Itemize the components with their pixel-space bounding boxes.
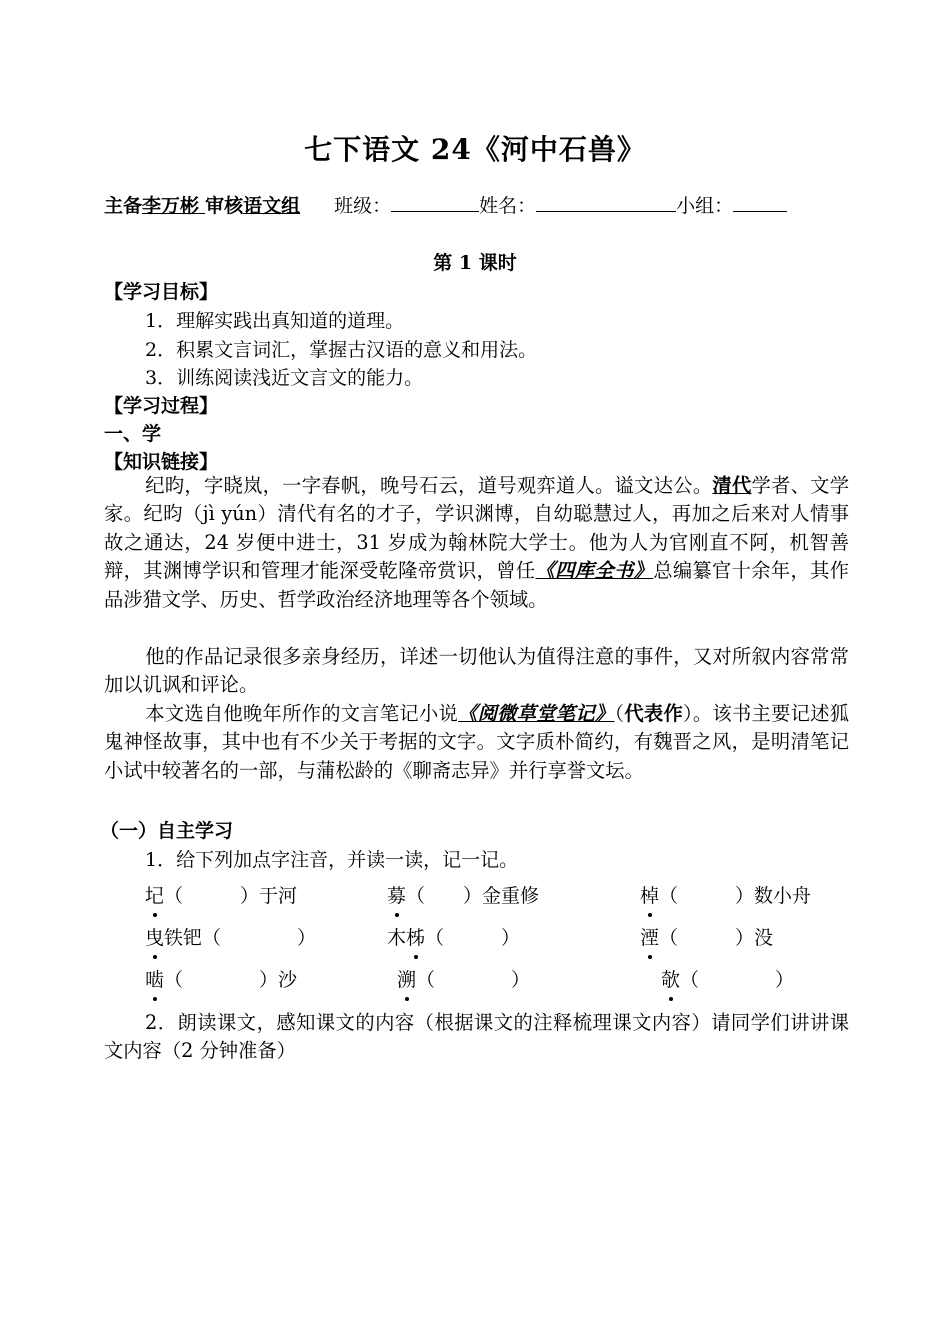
knowledge-paragraph-3: 本文选自他晚年所作的文言笔记小说《阅微草堂笔记》（代表作）。该书主要记述狐鬼神怪故事，其中也有不少关于考据的文字。文字质朴简约，有魏晋之风，是明清笔记小试中较著名的一部，与蒲松龄的《聊斋志异》并行享誉文坛。 <box>104 702 850 782</box>
pinyin-item[interactable]: 木柹（ ） <box>387 923 520 950</box>
self-study-heading: （一）自主学习 <box>100 820 234 842</box>
reviewer-name: 语文组 <box>243 195 301 217</box>
dotted-char: 募 <box>387 881 406 908</box>
pinyin-row <box>145 965 850 997</box>
question-1: 1．给下列加点字注音，并读一读，记一记。 <box>145 849 519 871</box>
dotted-char: 欹 <box>661 965 680 992</box>
group-label: 小组： <box>676 195 734 217</box>
header-meta <box>104 191 849 218</box>
pinyin-item[interactable]: 欹（ ） <box>661 965 794 992</box>
objective-item: 2．积累文言词汇，掌握古汉语的意义和用法。 <box>145 339 538 361</box>
siku-quanshu-term: 《四库全书》 <box>535 559 654 583</box>
knowledge-paragraph-2: 他的作品记录很多亲身经历，详述一切他认为值得注意的事件，又对所叙内容常常加以讥讽和评论。 <box>104 645 849 697</box>
pinyin-item[interactable]: 棹（ ）数小舟 <box>640 881 811 908</box>
yuewei-caotang-term: 《阅微草堂笔记》 <box>458 702 615 725</box>
group-field[interactable] <box>733 193 787 212</box>
representative-work-label: 代表作 <box>624 702 683 725</box>
author-prefix: 主备 <box>104 195 143 217</box>
dotted-char: 溯 <box>397 965 416 992</box>
pinyin-item[interactable]: 圮（ ）于河 <box>145 881 297 908</box>
dotted-char: 圮 <box>145 881 164 908</box>
name-field[interactable] <box>536 193 676 212</box>
page-title: 七下语文 24《河中石兽》 <box>304 133 646 166</box>
objective-item: 1．理解实践出真知道的道理。 <box>145 310 405 332</box>
knowledge-paragraph-1: 纪昀，字晓岚，一字春帆，晚号石云，道号观弈道人。谥文达公。清代学者、文学家。纪昀（jì yún）清代有名的才子，学识渊博，自幼聪慧过人，再加之后来对人情事故之通达，24 岁便中进士，31 岁成为翰林院大学士。他为人为官刚直不阿，机智善辩，其渊博学识和管理才能深受乾隆帝赏识，曾任《四库全书》总编纂官十余年，其作品涉猎文学、历史、哲学政治经济地理等各个领域。 <box>104 474 850 611</box>
dotted-char: 啮 <box>145 965 164 992</box>
lesson-number: 第 1 课时 <box>433 252 517 274</box>
qing-dynasty-term: 清代 <box>712 474 752 497</box>
pinyin-item[interactable]: 湮（ ）没 <box>640 923 773 950</box>
name-label: 姓名： <box>479 195 537 217</box>
section-one-heading: 一、学 <box>104 423 162 445</box>
pinyin-item[interactable]: 溯（ ） <box>397 965 530 992</box>
dotted-char: 柹 <box>406 923 425 950</box>
process-heading: 【学习过程】 <box>104 395 219 417</box>
question-2: 2．朗读课文，感知课文的内容（根据课文的注释梳理课文内容）请同学们讲讲课文内容（2 分钟准备） <box>104 1011 849 1063</box>
objective-item: 3．训练阅读浅近文言文的能力。 <box>145 367 424 389</box>
pinyin-item[interactable]: 啮（ ）沙 <box>145 965 297 992</box>
dotted-char: 曳 <box>145 923 164 950</box>
reviewer-prefix: 审核 <box>205 195 244 217</box>
pinyin-item[interactable]: 募（ ）金重修 <box>387 881 539 908</box>
author-name: 李万彬 <box>142 195 200 217</box>
class-label: 班级： <box>334 195 392 217</box>
dotted-char: 棹 <box>640 881 659 908</box>
objectives-heading: 【学习目标】 <box>104 281 219 303</box>
class-field[interactable] <box>391 193 479 212</box>
knowledge-heading: 【知识链接】 <box>104 451 219 473</box>
pinyin-row <box>145 923 850 955</box>
pinyin-item[interactable]: 曳铁钯（ ） <box>145 923 316 950</box>
dotted-char: 湮 <box>640 923 659 950</box>
pinyin-row <box>145 881 850 913</box>
